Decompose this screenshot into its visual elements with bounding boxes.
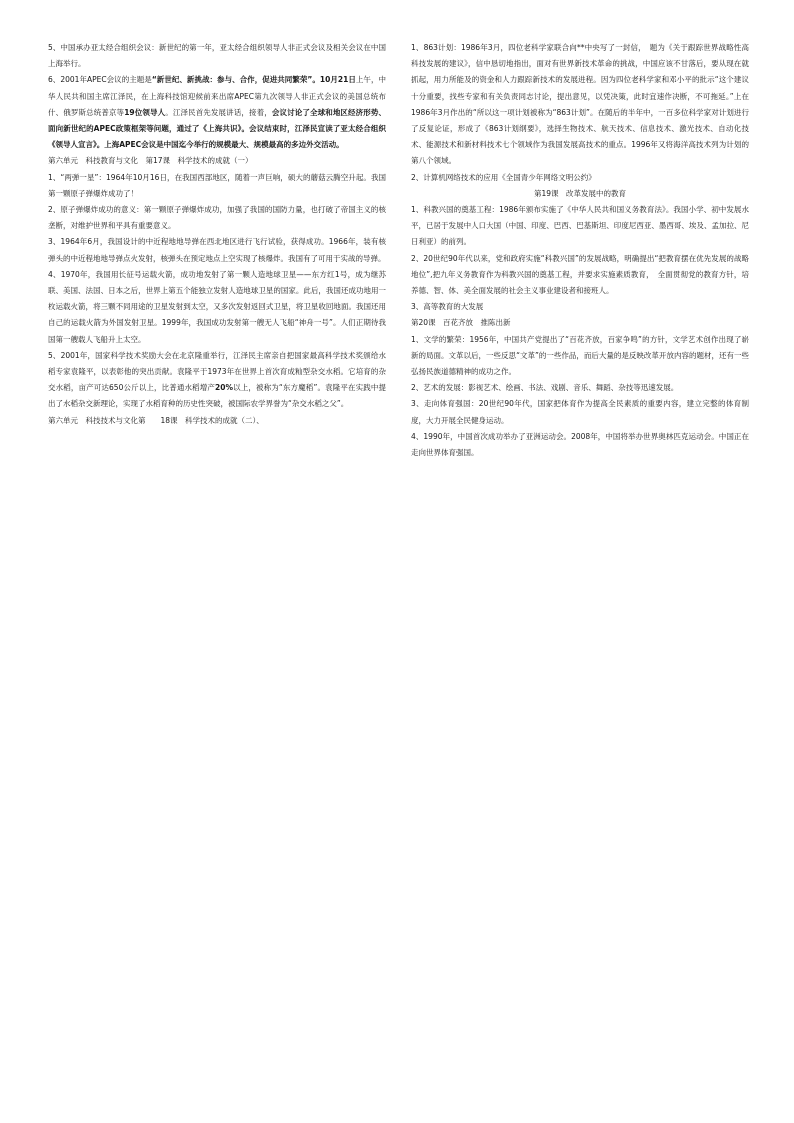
section-heading: 第六单元 科技技术与文化第 18课 科学技术的成就（二）、: [48, 415, 264, 425]
section-heading: 第19课 改革发展中的教育: [533, 188, 627, 198]
text-run: 上午，中华人民共和国主席江泽民，在上海科技馆迎候前来出席APEC第九次领导人非正式会议的美国总统布什、俄罗斯总统普京等: [48, 75, 386, 117]
bold-text: 19位领导人: [124, 107, 166, 117]
text-run: 5、2001年，国家科学技术奖励大会在北京隆重举行，江泽民主席亲自把国家最高科学技术奖颁给水稻专家袁隆平，以表彰他的突出贡献。袁隆平于1973年在世界上首次育成籼型杂交水稻。它培育的杂交水稻，亩产可达650公斤以上，比普通水稻增产: [48, 350, 386, 393]
paragraph: 3、高等教育的大发展: [411, 302, 484, 312]
paragraph: [48, 72, 386, 153]
paragraph: 1、863计划：1986年3月，四位老科学家联合向**中央写了一封信， 题为《关于跟踪世界战略性高科技发展的建议》，信中恳切地指出，面对有世界新技术革命的挑战，中国应该不甘落后，要从现在就抓起，用力所能及的资金和人力跟踪新技术的发展进程。因为四位老科学家和邓小平的批示“这个建议十分重要，找些专家和有关负责同志讨论，提出意见，以凭决策，此时宜速作决断，不可拖延。”上在1986年3月作出的“所以这一项计划被称为“863计划”。在随后的半年中，一百多位科学家对计划进行了反复论证，形成了《863计划纲要》，选择生物技术、航天技术、信息技术、激光技术、自动化技术、能源技术和新材料技术七个领域作为我国发展高技术的重点。1996年又将海洋高技术列为计划的第八个领域。: [411, 43, 749, 166]
paragraph: 1、科教兴国的奠基工程：1986年颁布实施了《中华人民共和国义务教育法》。我国小学、初中发展水平，已居于发展中人口大国（中国、印度、巴西、巴基斯坦、印度尼西亚、墨西哥、埃及、孟加拉、尼日利亚）的前列。: [411, 205, 749, 247]
paragraph: 2、计算机网络技术的应用《全国青少年网络文明公约》: [411, 172, 596, 182]
paragraph: 4、1990年，中国首次成功举办了亚洲运动会。2008年，中国将举办世界奥林匹克运动会。中国正在走向世界体育强国。: [411, 431, 749, 458]
right-column: [411, 40, 749, 461]
paragraph: 3、走向体育强国：20世纪90年代，国家把体育作为提高全民素质的重要内容，建立完整的体育制度，大力开展全民健身运动。: [411, 399, 749, 425]
paragraph: 2、艺术的发展：影视艺术、绘画、书法、戏剧、音乐、舞蹈、杂技等迅速发展。: [411, 383, 679, 393]
text-run: 以上，被称为“东方魔稻”。袁隆平在实践中提出了水稻杂交新理论，实现了水稻育种的历史性突破，被国际农学界誉为“杂交水稻之父”。: [48, 383, 386, 409]
section-heading: 第六单元 科技教育与文化 第17课 科学技术的成就（一）: [48, 156, 253, 166]
bold-text: 20%: [215, 383, 233, 393]
paragraph: 1、文学的繁荣：1956年，中国共产党提出了“百花齐放，百家争鸣”的方针，文学艺术创作出现了崭新的局面。文革以后，一些反思“文革”的一些作品，而后大量的是反映改革开放内容的题材，还有一些弘扬民族道德精神的成功之作。: [411, 334, 749, 377]
bold-text: “新世纪、新挑战：参与、合作，促进共同繁荣”。10月21日: [151, 75, 356, 85]
text-run: 。江泽民首先发展讲话，接着，: [165, 107, 272, 117]
section-heading: 第20课 百花齐放 推陈出新: [411, 318, 511, 328]
left-column: [48, 40, 386, 429]
paragraph: 2、原子弹爆炸成功的意义：第一颗原子弹爆炸成功，加强了我国的国防力量，也打破了帝国主义的核垄断，对维护世界和平具有重要意义。: [48, 205, 386, 231]
paragraph: 2、20世纪90年代以来，党和政府实施“科教兴国”的发展战略，明确提出“把教育摆在优先发展的战略地位”,把九年义务教育作为科教兴国的奠基工程，并要求实施素质教育， 全面贯彻党的教育方针，培养德、智、体、美全面发展的社会主义事业建设者和接班人。: [411, 253, 749, 296]
bold-text: 。会议结束时，江泽民宣读了亚太经合组织《领导人宣言》。上海APEC会议是中国迄今举行的规模最大、规模最高的多边外交活动。: [48, 124, 386, 150]
bold-text: 会议讨论了全球和地区经济形势、面向新世纪的APEC政策框架等问题，通过了《上海共识》: [48, 107, 387, 134]
paragraph: 4、1970年，我国用长征号运载火箭，成功地发射了第一颗人造地球卫星——东方红1号，成为继苏联、美国、法国、日本之后，世界上第五个能独立发射人造地球卫星的国家。此后，我国还成功地用一枚运载火箭，将三颗不同用途的卫星发射到太空，又多次发射返回式卫星，将卫星收回地面。我国还用自己的运载火箭为外国发射卫星。1999年，我国成功发射第一艘无人飞船“神舟一号”。人们正期待我国第一艘载人飞船升上太空。: [48, 269, 386, 344]
paragraph: 5、中国承办亚太经合组织会议：新世纪的第一年，亚太经合组织领导人非正式会议及相关会议在中国上海举行。: [48, 43, 386, 69]
paragraph: [48, 348, 386, 413]
text-run: 6、2001年APEC会议的主题是: [48, 75, 152, 85]
paragraph: 3、1964年6月，我国设计的中近程地地导弹在西北地区进行飞行试验，获得成功。1966年，装有核弹头的中近程地地导弹点火发射，核弹头在预定地点上空实现了核爆炸。我国有了可用于实战的导弹。: [48, 237, 386, 263]
paragraph: 1、“两弹一星”：1964年10月16日，在我国西部地区，随着一声巨响，硕大的蘑菇云腾空升起。我国第一颗原子弹爆炸成功了！: [48, 172, 386, 198]
